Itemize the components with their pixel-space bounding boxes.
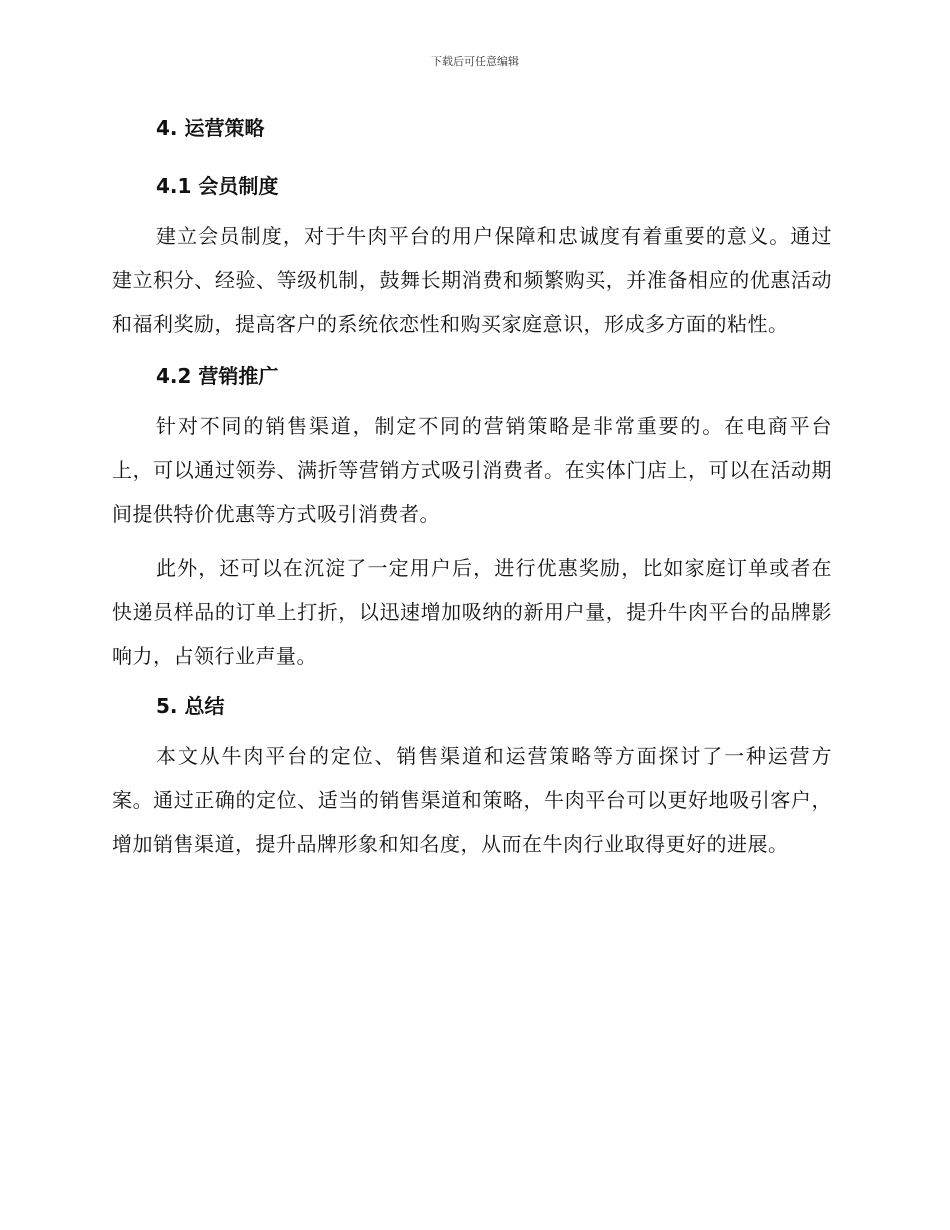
- subsection-heading-marketing: 4.2 营销推广: [156, 364, 279, 388]
- subsection-heading-membership: 4.1 会员制度: [156, 174, 279, 198]
- section-heading-summary: 5. 总结: [156, 694, 225, 718]
- document-body: [112, 112, 832, 866]
- paragraph-summary: 本文从牛肉平台的定位、销售渠道和运营策略等方面探讨了一种运营方案。通过正确的定位、适当的销售渠道和策略，牛肉平台可以更好地吸引客户，增加销售渠道，提升品牌形象和知名度，从而在牛肉行业取得更好的进展。: [112, 744, 832, 856]
- section-heading-operations: 4. 运营策略: [156, 116, 265, 140]
- page-header-note: 下载后可任意编辑: [431, 55, 519, 68]
- paragraph-marketing-rewards: 此外，还可以在沉淀了一定用户后，进行优惠奖励，比如家庭订单或者在快递员样品的订单上打折，以迅速增加吸纳的新用户量，提升牛肉平台的品牌影响力，占领行业声量。: [112, 556, 832, 668]
- paragraph-marketing-channels: 针对不同的销售渠道，制定不同的营销策略是非常重要的。在电商平台上，可以通过领券、满折等营销方式吸引消费者。在实体门店上，可以在活动期间提供特价优惠等方式吸引消费者。: [112, 414, 832, 526]
- paragraph-membership: 建立会员制度，对于牛肉平台的用户保障和忠诚度有着重要的意义。通过建立积分、经验、等级机制，鼓舞长期消费和频繁购买，并准备相应的优惠活动和福利奖励，提高客户的系统依恋性和购买家庭意识，形成多方面的粘性。: [112, 224, 832, 336]
